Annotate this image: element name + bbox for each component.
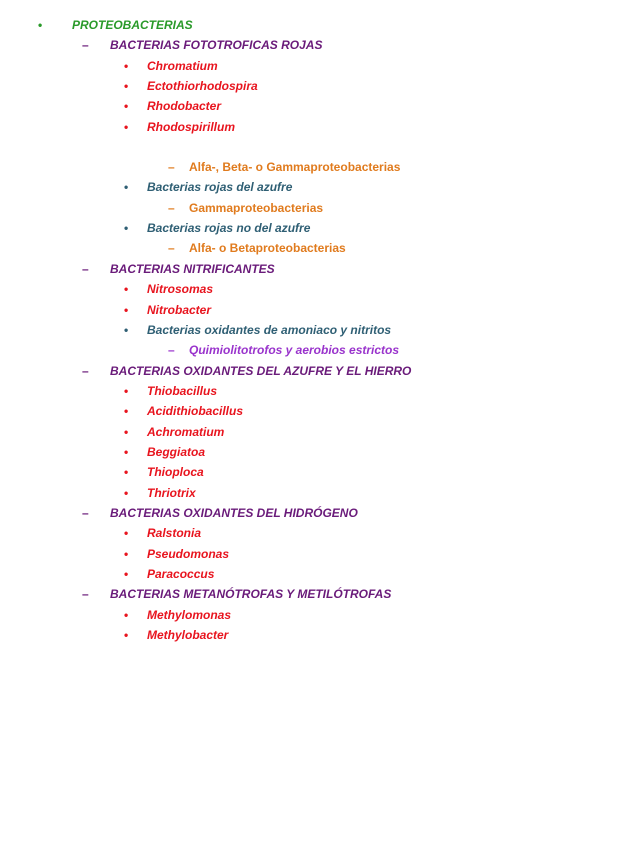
outline-item-text: Pseudomonas [147, 547, 230, 561]
bullet-marker: • [124, 323, 129, 337]
outline-item-text: Alfa- o Betaproteobacterias [189, 241, 346, 255]
bullet-marker: • [124, 59, 129, 73]
bullet-marker: • [124, 120, 129, 134]
outline-item-text: Methylomonas [147, 608, 232, 622]
outline-item-text: Paracoccus [147, 567, 215, 581]
dash-marker: – [82, 506, 89, 520]
bullet-marker: • [38, 18, 43, 32]
outline-item-text: Ralstonia [147, 526, 202, 540]
bullet-marker: • [124, 303, 129, 317]
dash-marker: – [82, 364, 89, 378]
outline-item-text: Gammaproteobacterias [189, 201, 324, 215]
bullet-marker: • [124, 221, 129, 235]
bullet-marker: • [124, 99, 129, 113]
outline-item-text: Chromatium [147, 59, 218, 73]
outline-item-text: Rhodobacter [147, 99, 222, 113]
outline-item-text: Nitrobacter [147, 303, 212, 317]
outline-item-text: BACTERIAS NITRIFICANTES [110, 262, 275, 276]
bullet-marker: • [124, 526, 129, 540]
outline-item-text: Bacterias oxidantes de amoniaco y nitritos [147, 323, 392, 337]
outline-item-text: Alfa-, Beta- o Gammaproteobacterias [189, 160, 401, 174]
outline-item-text: Thiobacillus [147, 384, 218, 398]
outline-item-text: Bacterias rojas del azufre [147, 180, 293, 194]
outline-item-text: Beggiatoa [147, 445, 206, 459]
outline-item-text: Thioploca [147, 465, 204, 479]
bullet-marker: • [124, 404, 129, 418]
outline-item-text: Achromatium [147, 425, 225, 439]
bullet-marker: • [124, 547, 129, 561]
outline-item-text: BACTERIAS OXIDANTES DEL AZUFRE Y EL HIERRO [110, 364, 412, 378]
outline-item-text: BACTERIAS FOTOTROFICAS ROJAS [110, 38, 323, 52]
bullet-marker: • [124, 608, 129, 622]
dash-marker: – [82, 587, 89, 601]
bullet-marker: • [124, 486, 129, 500]
outline-item-text: PROTEOBACTERIAS [72, 18, 193, 32]
outline-item-text: Thriotrix [147, 486, 196, 500]
outline-item-text: Ectothiorhodospira [147, 79, 258, 93]
dash-marker: – [168, 343, 175, 357]
bullet-marker: • [124, 445, 129, 459]
bullet-marker: • [124, 465, 129, 479]
outline-item-text: Quimiolitotrofos y aerobios estrictos [189, 343, 400, 357]
outline-item-text: Bacterias rojas no del azufre [147, 221, 311, 235]
outline-item-text: Rhodospirillum [147, 120, 235, 134]
outline-item-text: BACTERIAS METANÓTROFAS Y METILÓTROFAS [110, 587, 392, 601]
bullet-marker: • [124, 79, 129, 93]
outline-item-text: Nitrosomas [147, 282, 214, 296]
outline-item-text: BACTERIAS OXIDANTES DEL HIDRÓGENO [110, 506, 358, 520]
dash-marker: – [168, 160, 175, 174]
outline-item-text: Acidithiobacillus [147, 404, 244, 418]
dash-marker: – [82, 38, 89, 52]
dash-marker: – [82, 262, 89, 276]
bullet-marker: • [124, 282, 129, 296]
bullet-marker: • [124, 628, 129, 642]
bullet-marker: • [124, 180, 129, 194]
dash-marker: – [168, 201, 175, 215]
bullet-marker: • [124, 384, 129, 398]
bullet-marker: • [124, 567, 129, 581]
outline-item-text: Methylobacter [147, 628, 229, 642]
bullet-marker: • [124, 425, 129, 439]
dash-marker: – [168, 241, 175, 255]
